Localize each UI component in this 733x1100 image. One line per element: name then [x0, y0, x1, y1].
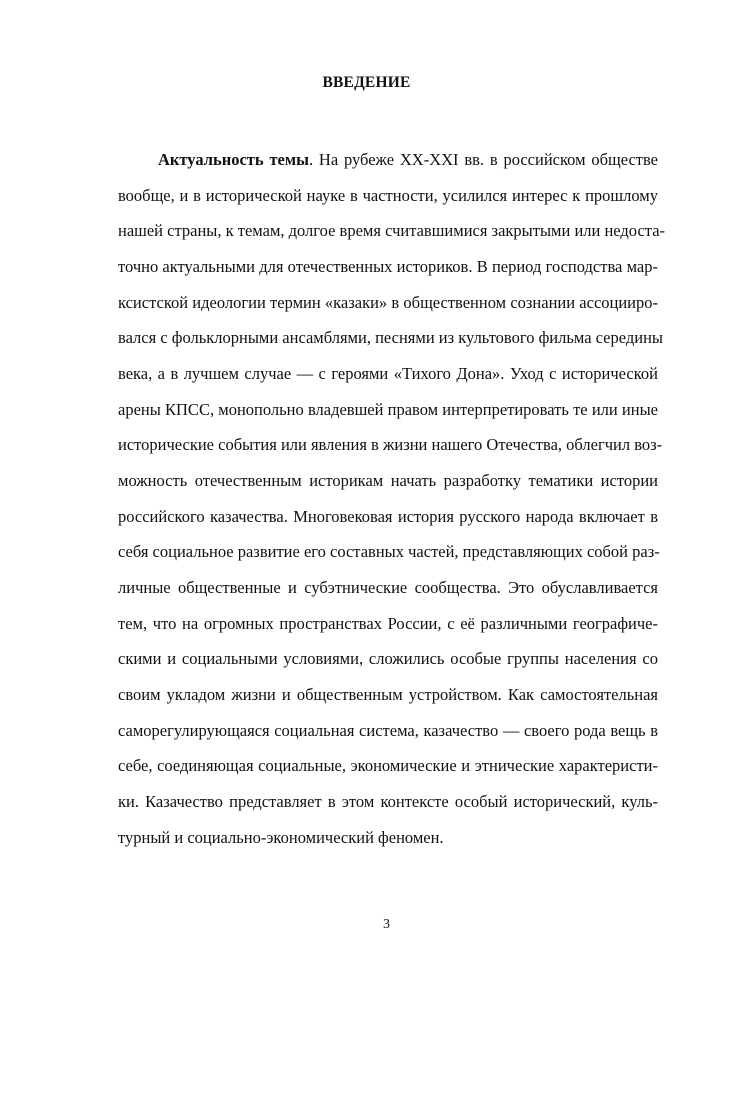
- text-line: российского казачества. Многовековая история русского народа включает в: [118, 507, 658, 526]
- text-line: себя социальное развитие его составных частей, представляющих собой раз-: [118, 542, 660, 561]
- text-line: арены КПСС, монопольно владевшей правом интерпретировать те или иные: [118, 400, 658, 419]
- text-line: века, а в лучшем случае — с героями «Тихого Дона». Уход с исторической: [118, 364, 658, 383]
- text-line: Актуальность темы. На рубеже XX-XXI вв. в российском обществе: [158, 150, 658, 169]
- page-number: 3: [383, 917, 390, 932]
- text-line: вался с фольклорными ансамблями, песнями из культового фильма середины: [118, 328, 663, 347]
- text-line: тем, что на огромных пространствах России, с её различными географиче-: [118, 614, 658, 633]
- text-line: саморегулирующаяся социальная система, казачество — своего рода вещь в: [118, 721, 658, 740]
- text-line: скими и социальными условиями, сложились особые группы населения со: [118, 649, 658, 668]
- text-line: нашей страны, к темам, долгое время считавшимися закрытыми или недоста-: [118, 221, 666, 240]
- text-line: исторические события или явления в жизни нашего Отечества, облегчил воз-: [118, 435, 663, 454]
- lead-phrase: Актуальность темы: [158, 150, 309, 169]
- text-line: ксистской идеологии термин «казаки» в общественном сознании ассоцииро-: [118, 293, 658, 312]
- section-heading: ВВЕДЕНИЕ: [322, 74, 411, 91]
- text-line: вообще, и в исторической науке в частности, усилился интерес к прошлому: [118, 186, 658, 205]
- text-line: можность отечественным историкам начать разработку тематики истории: [118, 471, 658, 490]
- text-line: турный и социально-экономический феномен.: [118, 828, 444, 847]
- text-line: ки. Казачество представляет в этом контексте особый исторический, куль-: [118, 792, 658, 811]
- text-line: личные общественные и субэтнические сообщества. Это обуславливается: [118, 578, 658, 597]
- text-line: точно актуальными для отечественных историков. В период господства мар-: [118, 257, 658, 276]
- text-line: своим укладом жизни и общественным устройством. Как самостоятельная: [118, 685, 658, 704]
- text-line: себе, соединяющая социальные, экономические и этнические характеристи-: [118, 756, 658, 775]
